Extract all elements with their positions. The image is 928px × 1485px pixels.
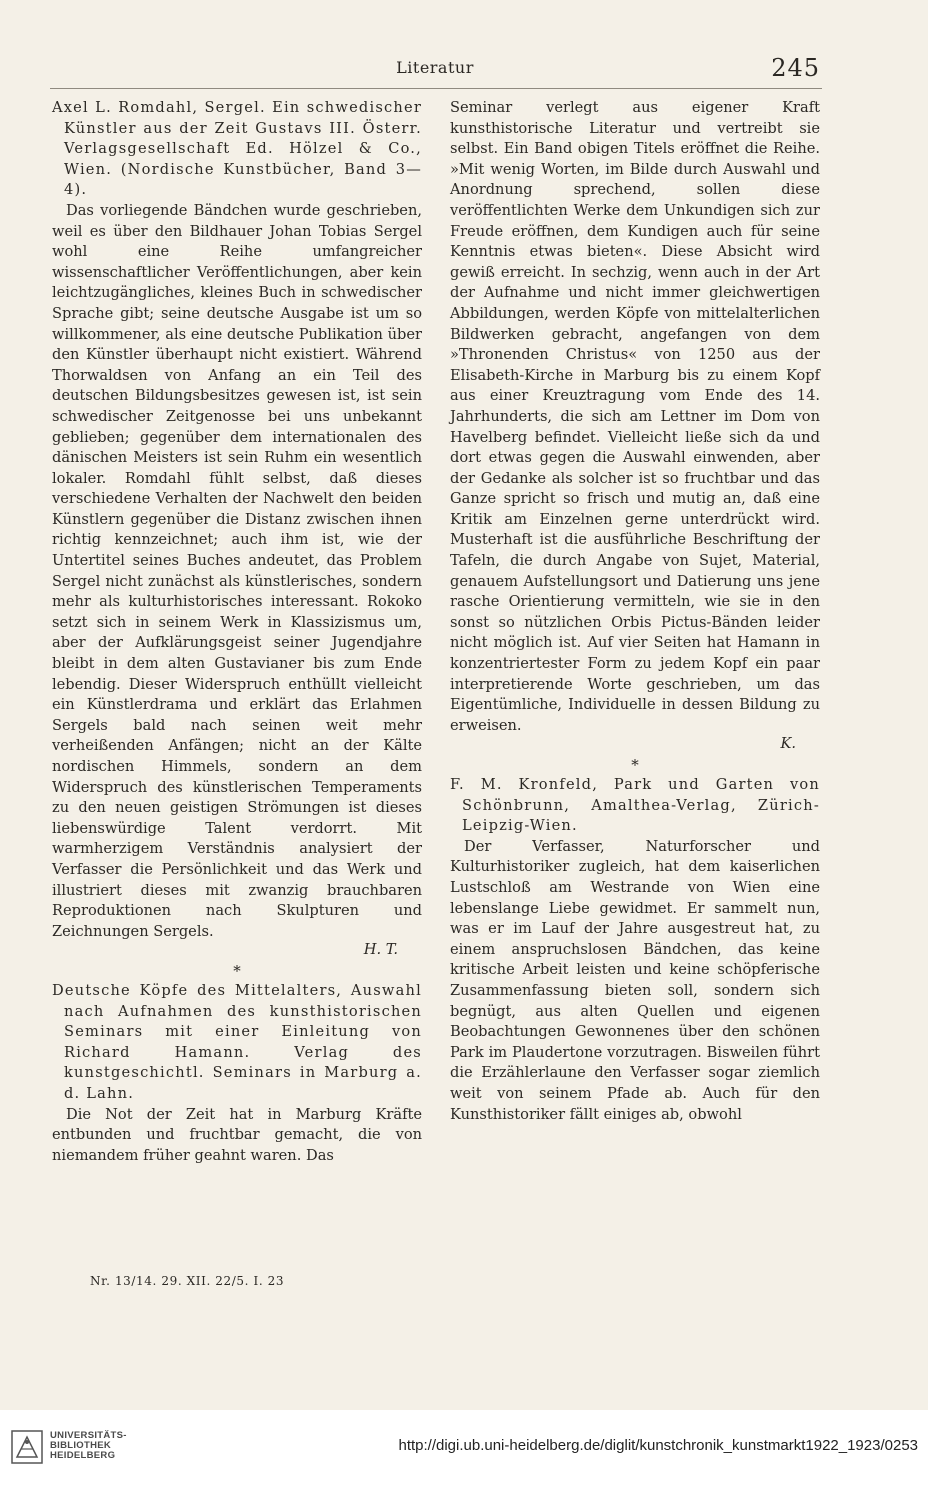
university-seal-icon (10, 1427, 44, 1467)
source-url-link[interactable]: http://digi.ub.uni-heidelberg.de/diglit/kunstchronik_kunstmarkt1922_1923/0253 (398, 1437, 918, 1454)
review-body-deutsche-koepfe-continued: Seminar verlegt aus eigener Kraft kunsthistorische Literatur und vertreibt sie selbst. Ein Band obigen Titels eröffnet die Reihe. »Mit wenig Worten, im Bilde durch Auswahl und Anordnung sprechend, sollen diese veröffentlichten Werke dem Unkundigen sich zur Freude eröffnen, dem Kundigen auch für seine Kenntnis etwas bieten«. Diese Absicht wird gewiß erreicht. In sechzig, wenn auch in der Art der Aufnahme und nicht immer gleichwertigen Abbildungen, werden Köpfe von mittelalterlichen Bildwerken gebracht, angefangen von dem »Thronenden Christus« von 1250 aus der Elisabeth-Kirche in Marburg bis zu einem Kopf aus einer Kreuztragung vom Ende des 14. Jahrhunderts, die sich am Lettner im Dom von Havelberg befindet. Vielleicht ließe sich da und dort etwas gegen die Auswahl einwenden, aber der Gedanke als solcher ist so fruchtbar und das Ganze spricht so frisch und mutig an, daß eine Kritik am Einzelnen gerne unterdrückt wird. Musterhaft ist die ausführliche Beschriftung der Tafeln, die durch Angabe von Sujet, Material, genauem Aufstellungsort und Datierung uns jene rasche Orientierung vermitteln, wie sie in den sonst so nützlichen Orbis Pictus-Bänden leider nicht möglich ist. Auf vier Seiten hat Hamann in konzentriertester Form zu jedem Kopf ein paar interpretierende Worte geschrieben, um das Eigentümliche, Individuelle in dessen Bildung zu erweisen. (450, 99, 820, 734)
library-logo[interactable] (10, 1427, 160, 1469)
review-heading-kronfeld: F. M. Kronfeld, Park und Garten von Schönbrunn, Amalthea-Verlag, Zürich-Leipzig-Wien. (450, 776, 820, 835)
review-heading-romdahl: Axel L. Romdahl, Sergel. Ein schwedischer Künstler aus der Zeit Gustavs III. Österr. Verlagsgesellschaft Ed. Hölzel & Co., Wien. (Nordische Kunstbücher, Band 3—4). (52, 99, 422, 199)
library-footer (0, 1410, 928, 1485)
library-name (50, 1431, 127, 1461)
review-body-romdahl: Das vorliegende Bändchen wurde geschrieben, weil es über den Bildhauer Johan Tobias Sergel wohl eine Reihe umfangreicher wissenschaftlicher Veröffentlichungen, aber kein leichtzugängliches, kleines Buch in schwedischer Sprache gibt; seine deutsche Ausgabe ist um so willkommener, als eine deutsche Publikation über den Künstler überhaupt nicht existiert. Während Thorwaldsen von Anfang an ein Teil des deutschen Bildungsbesitzes gewesen ist, ist sein schwedischer Zeitgenosse bei uns unbekannt geblieben; gegenüber dem internationalen des dänischen Meisters ist sein Ruhm ein wesentlich lokaler. Romdahl fühlt selbst, daß dieses verschiedene Verhalten der Nachwelt den beiden Künstlern gegenüber die Distanz zwischen ihnen richtig kennzeichnet; auch ihm ist, wie der Untertitel seines Buches andeutet, das Problem Sergel nicht zunächst als künstlerisches, sondern mehr als kulturhistorisches interessant. Rokoko setzt sich in seinem Werk in Klassizismus um, aber der Aufklärungsgeist seiner Jugendjahre bleibt in dem alten Gustavianer bis zum Ende lebendig. Dieser Widerspruch enthüllt vielleicht ein Künstlerdrama und erklärt das Erlahmen Sergels bald nach seinen weit mehr verheißenden Anfängen; nicht an der Kälte nordischen Himmels, sondern an dem Widerspruch des künstlerischen Temperaments zu den neuen geistigen Strömungen ist dieses liebenswürdige Talent verdorrt. Mit warmherzigem Verständnis analysiert der Verfasser die Persönlichkeit und das Werk und illustriert dieses mit zwanzig brauchbaren Reproduktionen nach Skulpturen und Zeichnungen Sergels. (52, 201, 422, 940)
header-rule (50, 88, 822, 89)
page-header (0, 54, 928, 84)
left-column (52, 98, 422, 1166)
page-number: 245 (771, 54, 820, 82)
review-heading-deutsche-koepfe: Deutsche Köpfe des Mittelalters, Auswahl nach Aufnahmen des kunsthistorischen Seminars mit einer Einleitung von Richard Hamann. Verlag des kunstgeschichtl. Seminars in Marburg a. d. Lahn. (52, 981, 422, 1102)
review-signature-ht: H. T. (363, 941, 398, 959)
review-body-deutsche-koepfe: Die Not der Zeit hat in Marburg Kräfte entbunden und fruchtbar gemacht, die von niemandem früher geahnt waren. Das (52, 1105, 422, 1164)
library-name-line: BIBLIOTHEK (50, 1440, 112, 1451)
section-separator: * (631, 756, 639, 774)
right-column (450, 98, 820, 1125)
library-name-line: UNIVERSITÄTS- (50, 1430, 127, 1441)
review-body-kronfeld: Der Verfasser, Naturforscher und Kulturhistoriker zugleich, hat dem kaiserlichen Lustschloß am Westrande von Wien eine lebenslange Liebe gewidmet. Er sammelt nun, was er im Lauf der Jahre ausgestreut hat, zu einem anspruchslosen Bändchen, das keine kritische Arbeit leisten und keine schöpferische Zusammenfassung bieten soll, sondern sich begnügt, aus alten Quellen und eigenen Beobachtungen Gewonnenes über den schönen Park im Plaudertone vorzutragen. Bisweilen führt die Erzählerlaune den Verfasser sogar ziemlich weit von seinem Pfade ab. Auch für den Kunsthistoriker fällt einiges ab, obwohl (450, 837, 820, 1123)
issue-note: Nr. 13/14. 29. XII. 22/5. I. 23 (90, 1274, 285, 1288)
library-name-line: HEIDELBERG (50, 1450, 116, 1461)
review-signature-k: K. (780, 735, 796, 753)
running-title: Literatur (396, 58, 474, 77)
section-separator: * (233, 961, 241, 980)
